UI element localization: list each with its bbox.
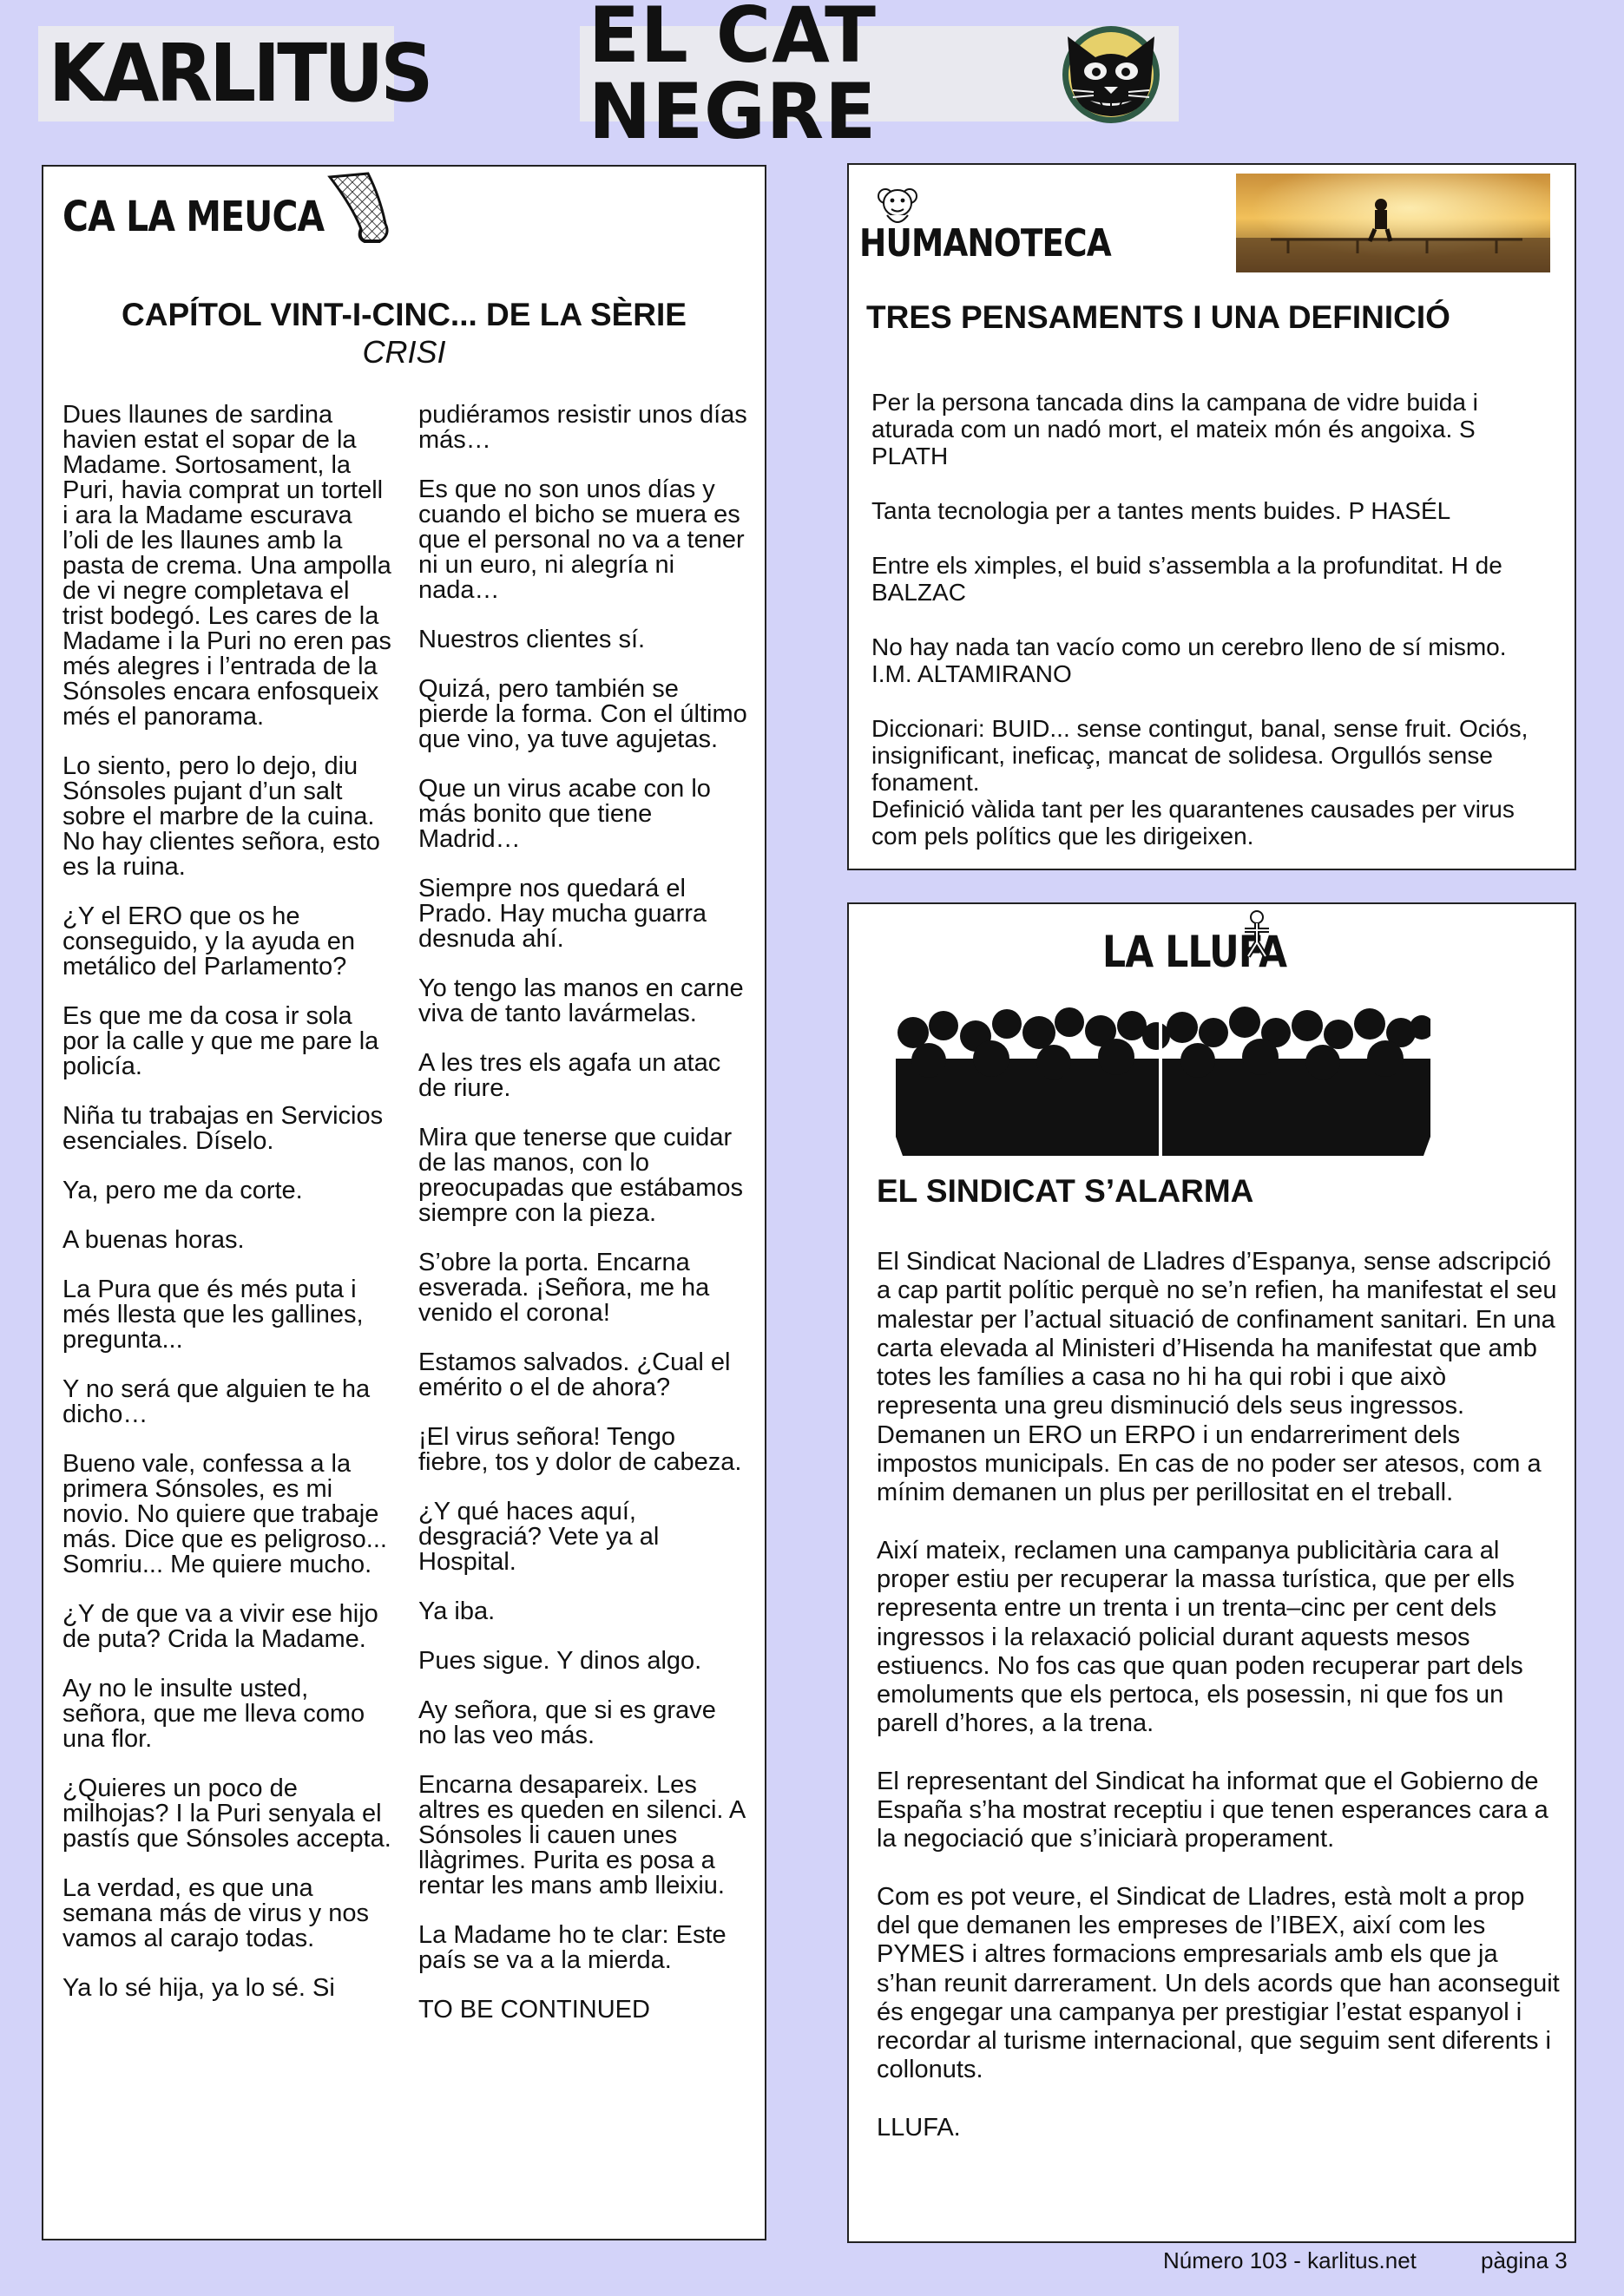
humanoteca-body (871, 389, 1553, 850)
signature: LLUFA. (877, 2113, 961, 2142)
meuca-column-2 (418, 403, 748, 2047)
footer-page-number: pàgina 3 (1481, 2247, 1568, 2273)
paragraph: Com es pot veure, el Sindicat de Lladres, està molt a prop del que demanen les empreses de l’IBEX, així com les PYMES i altres formacions empresarials amb els que ja s’han reunit darrerament. Un dels acords que han aconseguit és engegar una campanya per prestigiar l’estat espanyol i recordar al turisme internacional, que seguim sent diferents i collonuts. (877, 1882, 1560, 2084)
definition-paragraph: Diccionari: BUID... sense contingut, banal, sense fruit. Ociós, insignificant, ineficaç, mancat de solidesa. Orgullós sense fonament. (871, 715, 1529, 796)
paragraph: ¡El virus señora! Tengo fiebre, tos y dolor de cabeza. (418, 1423, 742, 1476)
humanoteca-panel (847, 163, 1576, 870)
paragraph: Niña tu trabajas en Servicios esenciales. Díselo. (62, 1102, 384, 1155)
footer-issue: Número 103 - karlitus.net (1163, 2247, 1417, 2273)
paragraph: ¿Y de que va a vivir ese hijo de puta? Crida la Madame. (62, 1600, 378, 1653)
paragraph: Tanta tecnologia per a tantes ments buides. P HASÉL (871, 497, 1451, 524)
masthead-right-title: EL CAT NEGRE (588, 0, 878, 156)
paragraph: ¿Quieres un poco de milhojas? I la Puri senyala el pastís que Sónsoles accepta. (62, 1774, 391, 1853)
paragraph: ¿Y qué haces aquí, desgraciá? Vete ya al Hospital. (418, 1498, 660, 1576)
humanoteca-section-title: HUMANOTECA (859, 221, 1111, 266)
llufa-article-title: EL SINDICAT S’ALARMA (877, 1173, 1254, 1209)
paragraph: Per la persona tancada dins la campana de vidre buida i aturada com un nadó mort, el mateix món és angoixa. S PLATH (871, 389, 1478, 469)
paragraph: La verdad, es que una semana más de virus y nos vamos al carajo todas. (62, 1874, 369, 1952)
paragraph: Y no será que alguien te ha dicho… (62, 1375, 371, 1428)
paragraph: Que un virus acabe con lo más bonito que tiene Madrid… (418, 775, 711, 853)
paragraph: Ay señora, que si es grave no las veo más. (418, 1696, 716, 1749)
meuca-section-title: CA LA MEUCA (62, 193, 325, 241)
paragraph: La Madame ho te clar: Este país se va a la mierda. (418, 1921, 727, 1974)
paragraph: pudiéramos resistir unos días más… (418, 401, 747, 454)
humanoteca-article-title: TRES PENSAMENTS I UNA DEFINICIÓ (866, 299, 1450, 335)
meuca-panel (42, 165, 766, 2240)
paragraph: A buenas horas. (62, 1226, 245, 1254)
meuca-article-subtitle: CRISI (362, 334, 446, 370)
llufa-figure-icon (1239, 909, 1274, 958)
paragraph: Així mateix, reclamen una campanya publicitària cara al proper estiu per recuperar la massa turística, que per ells representa entre un trenta i un trenta–cinc per cent dels ingressos i la relaxació policial durant aquests mesos estiuencs. No fos cas que quan poden recuperar part dels emoluments que els pertoca, els posessin, ni que fos un parell d’hores, a la trena. (877, 1536, 1523, 1738)
paragraph: Yo tengo las manos en carne viva de tanto lavármelas. (418, 974, 744, 1027)
paragraph: Ya iba. (418, 1597, 496, 1625)
black-cat-logo-icon (1055, 21, 1167, 128)
paragraph: Estamos salvados. ¿Cual el emérito o el de ahora? (418, 1348, 731, 1401)
paragraph: Entre els ximples, el buid s’assembla a la profunditat. H de BALZAC (871, 552, 1502, 606)
paragraph: A les tres els agafa un atac de riure. (418, 1049, 721, 1102)
paragraph: Siempre nos quedará el Prado. Hay mucha guarra desnuda ahí. (418, 875, 707, 953)
paragraph: Bueno vale, confessa a la primera Sónsoles, es mi novio. No quiere que trabaje más. Dice que es peligroso... Somriu... Me quiere mucho. (62, 1450, 387, 1578)
masthead-karlitus (38, 26, 431, 121)
paragraph: S’obre la porta. Encarna esverada. ¡Señora, me ha venido el corona! (418, 1249, 710, 1327)
paragraph: Mira que tenerse que cuidar de las manos, con lo preocupadas que estábamos siempre con la pieza. (418, 1124, 744, 1227)
paragraph: Quizá, pero también se pierde la forma. Con el último que vino, ya tuve agujetas. (418, 675, 747, 753)
llufa-section-title: LA LLUFA (1102, 927, 1287, 977)
paragraph: Es que me da cosa ir sola por la calle y que me pare la policía. (62, 1002, 379, 1080)
paragraph: Lo siento, pero lo dejo, diu Sónsoles pujant d’un salt sobre el marbre de la cuina. No hay clientes señora, esto es la ruina. (62, 752, 380, 881)
paragraph: Ya, pero me da corte. (62, 1177, 303, 1204)
paragraph: Ya lo sé hija, ya lo sé. Si (62, 1974, 335, 2002)
llufa-panel (847, 902, 1576, 2243)
paragraph: No hay nada tan vacío como un cerebro lleno de sí mismo. I.M. ALTAMIRANO (871, 633, 1507, 687)
paragraph: Pues sigue. Y dinos algo. (418, 1647, 702, 1675)
sunset-bench-photo (1236, 174, 1550, 272)
paragraph: Nuestros clientes sí. (418, 626, 646, 653)
paragraph: Dues llaunes de sardina havien estat el sopar de la Madame. Sortosament, la Puri, havia comprat un tortell i ara la Madame escurava l’oli de les llaunes amb la pasta de crema. Una ampolla de vi negre completava el trist bodegó. Les cares de la Madame i la Puri no eren pas més alegres i l’entrada de la Sónsoles encara enfosqueix més el panorama. (62, 401, 391, 731)
paragraph: ¿Y el ERO que os he conseguido, y la ayuda en metálico del Parlamento? (62, 902, 355, 981)
fishnet-leg-icon (323, 172, 397, 245)
paragraph: Ay no le insulte usted, señora, que me lleva como una flor. (62, 1675, 365, 1753)
llufa-body (877, 1248, 1562, 2171)
paragraph: Encarna desapareix. Les altres es queden en silenci. A Sónsoles li cauen unes llàgrimes. Purita es posa a rentar les mans amb lleixiu. (418, 1771, 745, 1899)
meuca-article-title: CAPÍTOL VINT-I-CINC... DE LA SÈRIE (122, 297, 687, 332)
crowd-silhouette-image (896, 1007, 1430, 1156)
paragraph: El Sindicat Nacional de Lladres d’Espanya, sense adscripció a cap partit polític perquè no se’n refien, ha manifestat el seu malestar per l’actual situació de confinament sanitari. En una carta elevada al Ministeri d’Hisenda ha manifestat que amb totes les famílies a casa no hi ha qui robi i que això representa una greu disminució dels seus ingressos. Demanen un ERO un ERPO i un endarreriment dels impostos municipals. En cas de no poder ser atesos, com a mínim demanen un plus per perillositat en el treball. (877, 1248, 1557, 1507)
definition-note: Definició vàlida tant per les quarantenes causades per virus com pels polítics que les dirigeixen. (871, 796, 1515, 850)
paragraph: Es que no son unos días y cuando el bicho se muera es que el personal no va a tener ni un euro, ni alegría ni nada… (418, 476, 745, 604)
masthead-left-title: KARLITUS (49, 27, 431, 120)
meuca-column-1 (62, 403, 392, 2025)
paragraph: TO BE CONTINUED (418, 1996, 650, 2024)
paragraph: La Pura que és més puta i més llesta que les gallines, pregunta... (62, 1276, 364, 1354)
paragraph: El representant del Sindicat ha informat que el Gobierno de España s’ha mostrat receptiu i que tenen esperances cara a la negociació que s’iniciarà properament. (877, 1767, 1548, 1853)
masthead-cat-negre (580, 0, 1179, 156)
